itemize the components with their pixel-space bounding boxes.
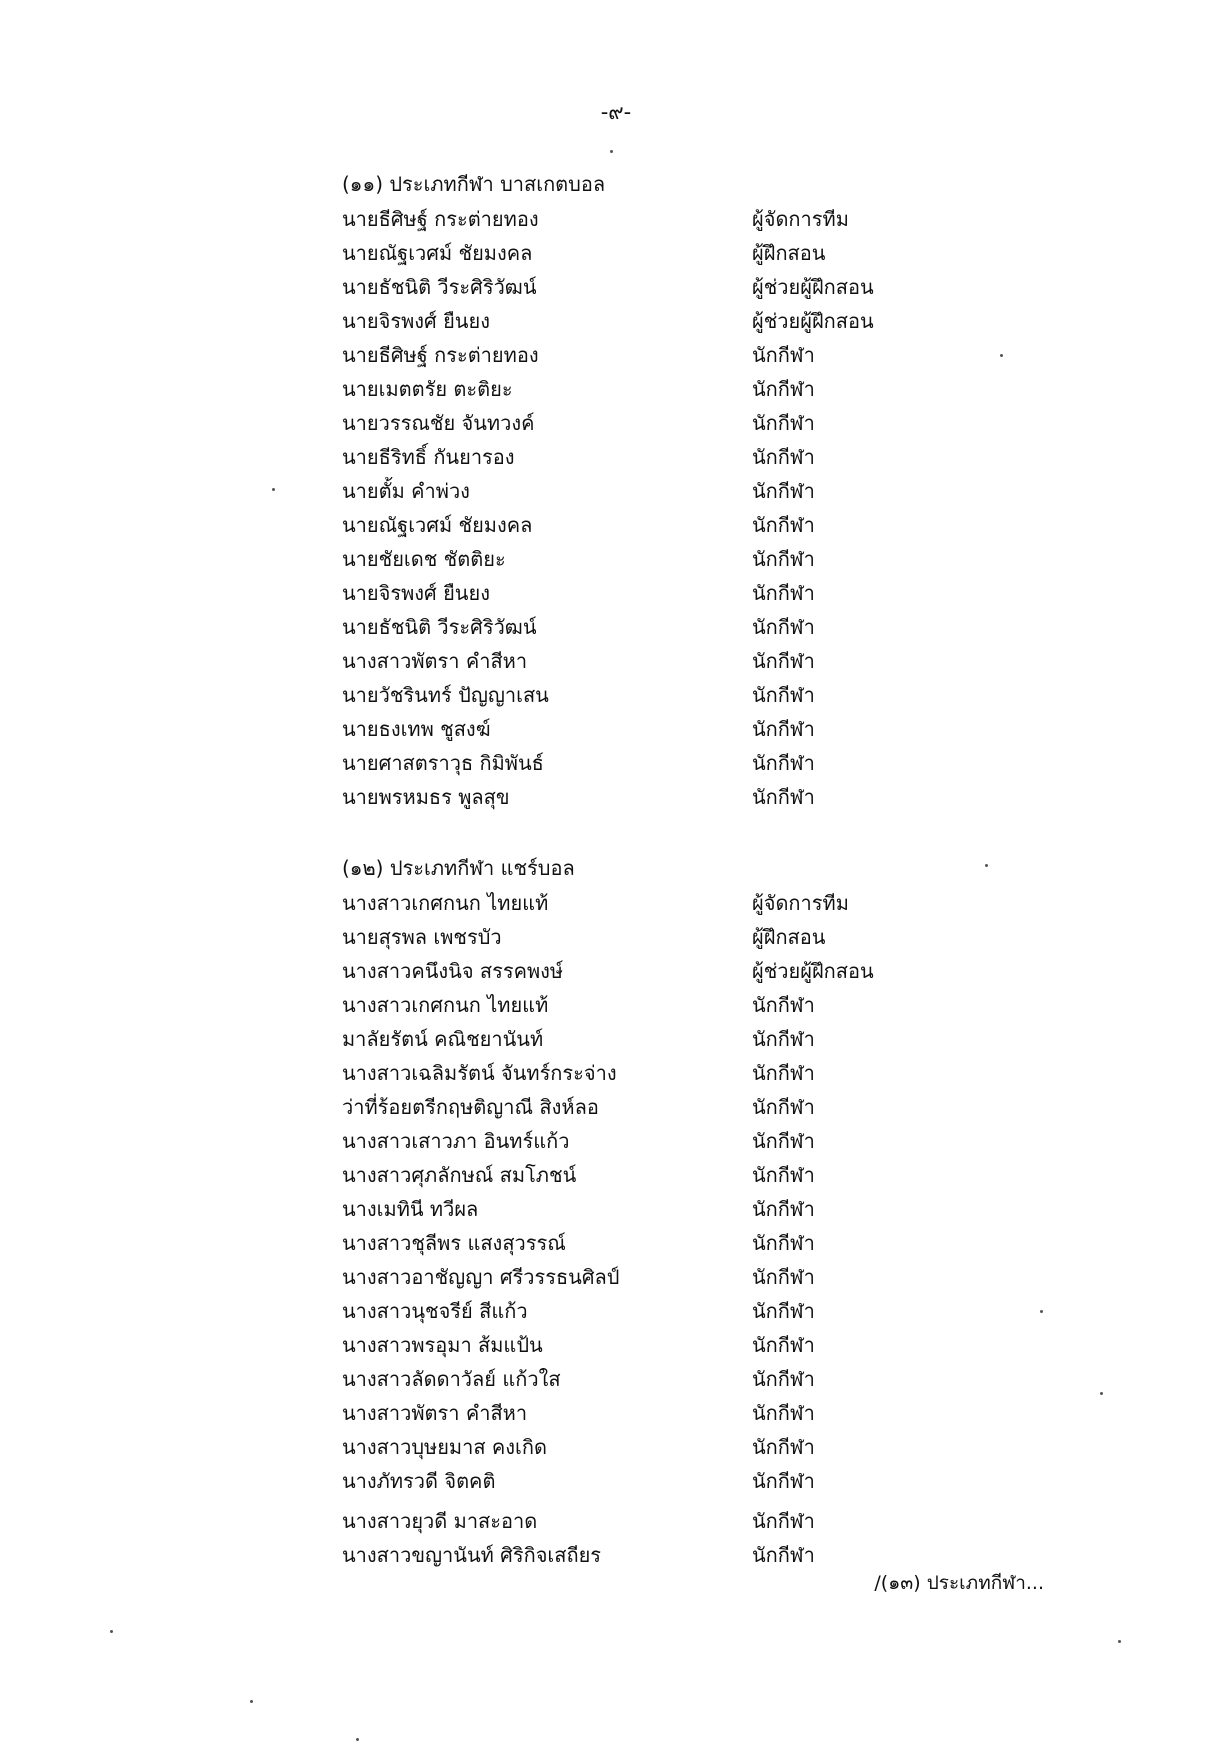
member-role: นักกีฬา xyxy=(752,445,815,469)
roster-row xyxy=(0,955,1232,989)
roster-row xyxy=(0,407,1232,441)
member-name: นายธีศิษฐ์ กระต่ายทอง xyxy=(342,343,539,367)
roster-row xyxy=(0,1295,1232,1329)
member-role: นักกีฬา xyxy=(752,377,815,401)
member-role: นักกีฬา xyxy=(752,1061,815,1085)
roster-row xyxy=(0,1125,1232,1159)
member-role: นักกีฬา xyxy=(752,717,815,741)
member-name: นายณัฐเวศม์ ชัยมงคล xyxy=(342,513,533,537)
member-name: นายสุรพล เพชรบัว xyxy=(342,925,502,949)
member-role: นักกีฬา xyxy=(752,1469,815,1493)
member-name: ว่าที่ร้อยตรีกฤษติญาณี สิงห์ลอ xyxy=(342,1095,599,1119)
member-role: นักกีฬา xyxy=(752,1129,815,1153)
roster-row xyxy=(0,271,1232,305)
section-heading: (๑๒) ประเภทกีฬา แชร์บอล xyxy=(342,856,575,880)
member-name: นางสาวเฉลิมรัตน์ จันทร์กระจ่าง xyxy=(342,1061,617,1085)
scan-speck xyxy=(1100,1392,1103,1395)
member-role: ผู้จัดการทีม xyxy=(752,207,849,231)
roster-row xyxy=(0,989,1232,1023)
member-role: นักกีฬา xyxy=(752,343,815,367)
member-role: ผู้ช่วยผู้ฝึกสอน xyxy=(752,959,874,983)
scan-speck xyxy=(610,150,613,153)
roster-row xyxy=(0,1505,1232,1539)
scan-speck xyxy=(110,1630,113,1633)
member-name: นางสาวชุลีพร แสงสุวรรณ์ xyxy=(342,1231,566,1255)
roster-row xyxy=(0,747,1232,781)
member-role: นักกีฬา xyxy=(752,1299,815,1323)
roster-row xyxy=(0,1023,1232,1057)
continuation-note: /(๑๓) ประเภทกีฬา... xyxy=(874,1572,1044,1594)
member-role: นักกีฬา xyxy=(752,751,815,775)
member-name: นางสาวพัตรา คำสีหา xyxy=(342,649,528,673)
member-name: นางสาวบุษยมาส คงเกิด xyxy=(342,1435,547,1459)
scan-speck xyxy=(985,864,988,867)
member-name: นางสาวขญานันท์ ศิริกิจเสถียร xyxy=(342,1543,602,1567)
roster-row xyxy=(0,1431,1232,1465)
member-role: นักกีฬา xyxy=(752,649,815,673)
roster-row xyxy=(0,1261,1232,1295)
roster-row xyxy=(0,1193,1232,1227)
member-name: นางสาวคนึงนิจ สรรคพงษ์ xyxy=(342,959,564,983)
roster-row xyxy=(0,577,1232,611)
roster-row xyxy=(0,509,1232,543)
member-role: นักกีฬา xyxy=(752,1231,815,1255)
roster-row xyxy=(0,713,1232,747)
member-name: นางสาวลัดดาวัลย์ แก้วใส xyxy=(342,1367,561,1391)
member-role: นักกีฬา xyxy=(752,547,815,571)
roster-row xyxy=(0,1057,1232,1091)
member-name: นายวรรณชัย จันทวงค์ xyxy=(342,411,535,435)
roster-row xyxy=(0,203,1232,237)
member-name: นายจิรพงศ์ ยืนยง xyxy=(342,309,490,333)
member-name: นางสาวพัตรา คำสีหา xyxy=(342,1401,528,1425)
member-role: นักกีฬา xyxy=(752,1333,815,1357)
member-name: นายธัชนิติ วีระศิริวัฒน์ xyxy=(342,615,537,639)
page-number: -๙- xyxy=(600,100,632,124)
roster-row xyxy=(0,679,1232,713)
roster-row xyxy=(0,1465,1232,1499)
scan-speck xyxy=(1040,1310,1043,1313)
roster-row xyxy=(0,1539,1232,1573)
member-role: นักกีฬา xyxy=(752,1543,815,1567)
member-role: นักกีฬา xyxy=(752,479,815,503)
roster-row xyxy=(0,1397,1232,1431)
roster-row xyxy=(0,1091,1232,1125)
member-name: นางสาวเกศกนก ไทยแท้ xyxy=(342,993,549,1017)
roster-row xyxy=(0,339,1232,373)
member-role: นักกีฬา xyxy=(752,581,815,605)
member-name: นางภัทรวดี จิตคติ xyxy=(342,1469,496,1493)
member-role: นักกีฬา xyxy=(752,785,815,809)
roster-row xyxy=(0,887,1232,921)
member-role: นักกีฬา xyxy=(752,1095,815,1119)
member-role: นักกีฬา xyxy=(752,615,815,639)
member-name: นายธีริทธิ์ กันยารอง xyxy=(342,445,515,469)
member-role: ผู้ฝึกสอน xyxy=(752,925,826,949)
roster-row xyxy=(0,611,1232,645)
member-role: นักกีฬา xyxy=(752,1509,815,1533)
member-name: นายเมตตรัย ตะติยะ xyxy=(342,377,513,401)
scan-speck xyxy=(1000,354,1003,357)
roster-row xyxy=(0,543,1232,577)
member-name: นางสาวนุชจรีย์ สีแก้ว xyxy=(342,1299,528,1323)
member-role: นักกีฬา xyxy=(752,1435,815,1459)
member-role: ผู้ช่วยผู้ฝึกสอน xyxy=(752,309,874,333)
roster-row xyxy=(0,237,1232,271)
member-role: นักกีฬา xyxy=(752,1265,815,1289)
roster-row xyxy=(0,1363,1232,1397)
member-role: นักกีฬา xyxy=(752,513,815,537)
roster-row xyxy=(0,1329,1232,1363)
roster-row xyxy=(0,921,1232,955)
member-name: นายศาสตราวุธ กิมิพันธ์ xyxy=(342,751,544,775)
member-role: ผู้จัดการทีม xyxy=(752,891,849,915)
member-name: นางสาวพรอุมา ส้มแป้น xyxy=(342,1333,543,1357)
section-heading: (๑๑) ประเภทกีฬา บาสเกตบอล xyxy=(342,172,606,196)
member-role: นักกีฬา xyxy=(752,1367,815,1391)
scan-speck xyxy=(272,488,275,491)
member-name: นางสาวเกศกนก ไทยแท้ xyxy=(342,891,549,915)
member-name: นายธงเทพ ชูสงฆ์ xyxy=(342,717,491,741)
roster-row xyxy=(0,645,1232,679)
member-name: มาลัยรัตน์ คณิชยานันท์ xyxy=(342,1027,544,1051)
scan-speck xyxy=(250,1700,253,1703)
member-role: นักกีฬา xyxy=(752,411,815,435)
member-name: นายวัชรินทร์ ปัญญาเสน xyxy=(342,683,549,707)
member-name: นางสาวยุวดี มาสะอาด xyxy=(342,1509,538,1533)
roster-row xyxy=(0,781,1232,815)
roster-row xyxy=(0,441,1232,475)
member-role: นักกีฬา xyxy=(752,1197,815,1221)
member-role: นักกีฬา xyxy=(752,993,815,1017)
scan-speck xyxy=(1118,1640,1121,1643)
member-name: นางเมทินี ทวีผล xyxy=(342,1197,479,1221)
scan-speck xyxy=(356,1738,359,1741)
member-name: นางสาวเสาวภา อินทร์แก้ว xyxy=(342,1129,570,1153)
member-role: นักกีฬา xyxy=(752,683,815,707)
member-role: ผู้ช่วยผู้ฝึกสอน xyxy=(752,275,874,299)
member-name: นายชัยเดช ชัตติยะ xyxy=(342,547,506,571)
member-name: นางสาวอาชัญญา ศรีวรรธนศิลป์ xyxy=(342,1265,620,1289)
member-name: นายณัฐเวศม์ ชัยมงคล xyxy=(342,241,533,265)
member-name: นายธัชนิติ วีระศิริวัฒน์ xyxy=(342,275,537,299)
member-role: ผู้ฝึกสอน xyxy=(752,241,826,265)
roster-row xyxy=(0,373,1232,407)
member-name: นายพรหมธร พูลสุข xyxy=(342,785,510,809)
member-role: นักกีฬา xyxy=(752,1163,815,1187)
member-role: นักกีฬา xyxy=(752,1027,815,1051)
roster-row xyxy=(0,1227,1232,1261)
member-name: นายตั้ม คำพ่วง xyxy=(342,479,470,503)
roster-row xyxy=(0,1159,1232,1193)
member-name: นางสาวศุภลักษณ์ สมโภชน์ xyxy=(342,1163,577,1187)
member-name: นายจิรพงศ์ ยืนยง xyxy=(342,581,490,605)
member-name: นายธีศิษฐ์ กระต่ายทอง xyxy=(342,207,539,231)
member-role: นักกีฬา xyxy=(752,1401,815,1425)
roster-row xyxy=(0,475,1232,509)
roster-row xyxy=(0,305,1232,339)
